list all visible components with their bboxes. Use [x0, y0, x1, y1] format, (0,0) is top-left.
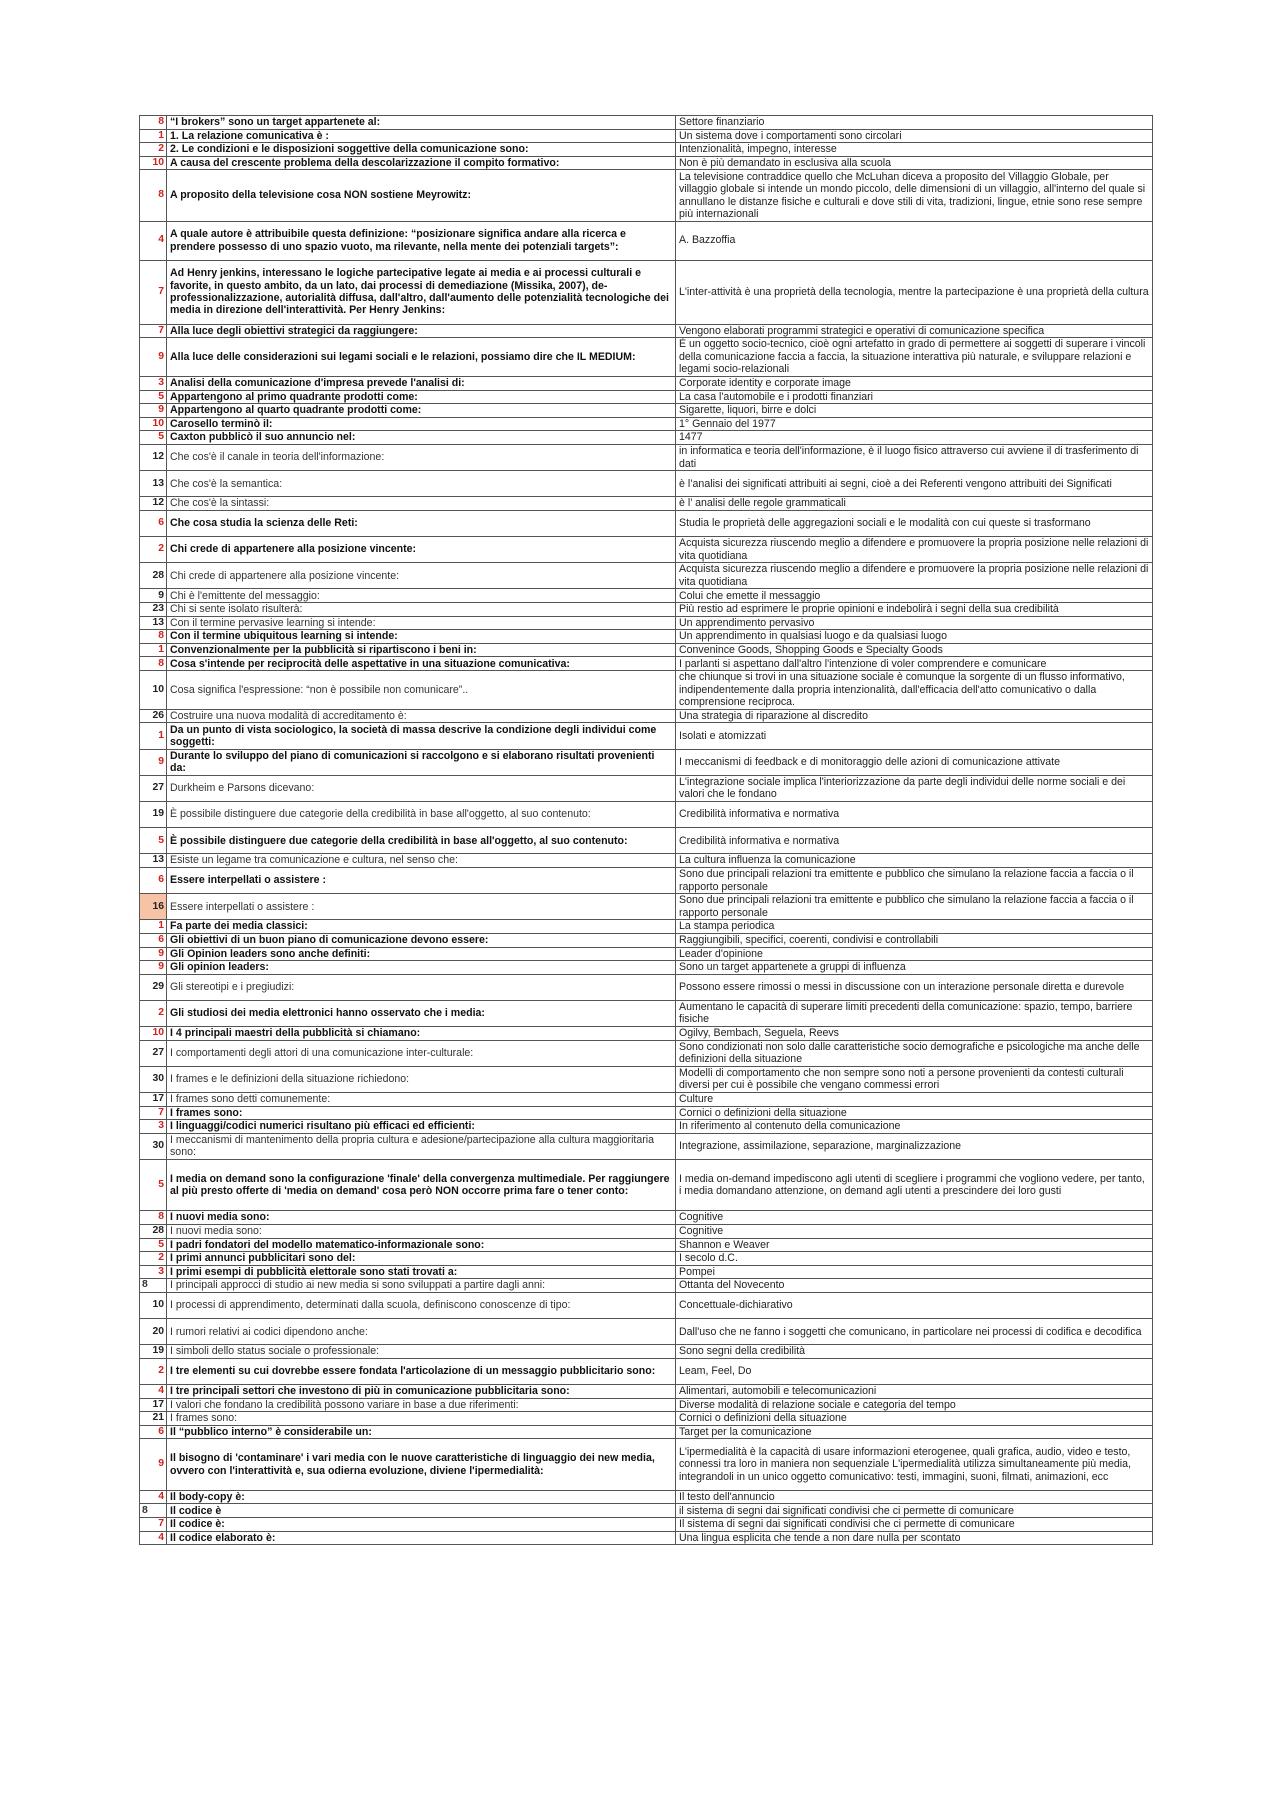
answer-cell: I media on-demand impediscono agli utenti di scegliere i programmi che vogliono vedere, per tanto, i media domandano attenzione, on demand agli utenti a prescindere dei loro gusti [676, 1160, 1153, 1211]
answer-cell: A. Bazzoffia [676, 221, 1153, 260]
answer-cell: Un apprendimento in qualsiasi luogo e da qualsiasi luogo [676, 630, 1153, 644]
row-number: 9 [140, 1439, 167, 1490]
answer-cell: L'ipermedialità è la capacità di usare informazioni eterogenee, quali grafica, audio, video e testo, connessi tra loro in maniera non sequenziale L'ipermedialità utilizza simultaneamente più media, integrandoli in un unico oggetto comunicativo: testi, immagini, suoni, filmati, animazioni, ecc [676, 1439, 1153, 1490]
answer-cell: La casa l'automobile e i prodotti finanziari [676, 390, 1153, 404]
row-number: 3 [140, 1120, 167, 1134]
row-number: 7 [140, 1518, 167, 1532]
answer-cell: Una lingua esplicita che tende a non dare nulla per scontato [676, 1531, 1153, 1545]
table-row [140, 221, 1153, 260]
row-number: 10 [140, 156, 167, 170]
answer-cell: Credibilità informativa e normativa [676, 801, 1153, 827]
answer-cell: è l’ analisi delle regole grammaticali [676, 497, 1153, 511]
question-cell: I 4 principali maestri della pubblicità si chiamano: [167, 1027, 676, 1041]
table-row [140, 170, 1153, 221]
table-row [140, 390, 1153, 404]
table-row [140, 1093, 1153, 1107]
answer-cell: Il sistema di segni dai significati condivisi che ci permette di comunicare [676, 1518, 1153, 1532]
table-row [140, 828, 1153, 854]
row-number: 1 [140, 129, 167, 143]
question-cell: Esiste un legame tra comunicazione e cultura, nel senso che: [167, 854, 676, 868]
row-number: 8 [140, 1504, 167, 1518]
answer-cell: 1° Gennaio del 1977 [676, 417, 1153, 431]
row-number: 4 [140, 1490, 167, 1504]
row-number: 7 [140, 324, 167, 338]
question-cell: Che cosa studia la scienza delle Reti: [167, 510, 676, 536]
question-cell: Alla luce degli obiettivi strategici da raggiungere: [167, 324, 676, 338]
row-number: 12 [140, 444, 167, 470]
answer-cell: In riferimento al contenuto della comunicazione [676, 1120, 1153, 1134]
table-row [140, 920, 1153, 934]
table-row [140, 404, 1153, 418]
table-row [140, 156, 1153, 170]
row-number: 9 [140, 589, 167, 603]
row-number: 8 [140, 116, 167, 130]
row-number: 5 [140, 1160, 167, 1211]
row-number: 2 [140, 1000, 167, 1026]
row-number: 12 [140, 497, 167, 511]
answer-cell: Leader d'opinione [676, 947, 1153, 961]
table-row [140, 1133, 1153, 1159]
question-cell: Con il termine ubiquitous learning si intende: [167, 630, 676, 644]
row-number: 9 [140, 961, 167, 975]
answer-cell: Vengono elaborati programmi strategici e operativi di comunicazione specifica [676, 324, 1153, 338]
question-cell: 1. La relazione comunicativa è : [167, 129, 676, 143]
table-row [140, 657, 1153, 671]
question-cell: I padri fondatori del modello matematico-informazionale sono: [167, 1238, 676, 1252]
table-row [140, 894, 1153, 920]
table-row [140, 749, 1153, 775]
table-row [140, 709, 1153, 723]
question-cell: Durante lo sviluppo del piano di comunicazioni si raccolgono e si elaborano risultati provenienti da: [167, 749, 676, 775]
question-cell: Il codice è [167, 1504, 676, 1518]
row-number: 17 [140, 1398, 167, 1412]
question-cell: Chi crede di appartenere alla posizione vincente: [167, 563, 676, 589]
table-row [140, 1292, 1153, 1318]
table-row [140, 775, 1153, 801]
answer-cell: Sono due principali relazioni tra emittente e pubblico che simulano la relazione faccia a faccia o il rapporto personale [676, 894, 1153, 920]
table-row [140, 1224, 1153, 1238]
row-number: 23 [140, 603, 167, 617]
row-number: 8 [140, 1279, 167, 1293]
row-number: 10 [140, 1292, 167, 1318]
question-cell: Chi crede di appartenere alla posizione vincente: [167, 537, 676, 563]
answer-cell: Integrazione, assimilazione, separazione, marginalizzazione [676, 1133, 1153, 1159]
answer-cell: I meccanismi di feedback e di monitoraggio delle azioni di comunicazione attivate [676, 749, 1153, 775]
row-number: 9 [140, 338, 167, 377]
answer-cell: Un sistema dove i comportamenti sono circolari [676, 129, 1153, 143]
table-row [140, 1531, 1153, 1545]
table-row [140, 116, 1153, 130]
question-cell: Il “pubblico interno” è considerabile un: [167, 1425, 676, 1439]
row-number: 13 [140, 854, 167, 868]
table-row [140, 616, 1153, 630]
table-row [140, 1439, 1153, 1490]
quiz-table-body [140, 116, 1153, 1545]
row-number: 6 [140, 510, 167, 536]
answer-cell: Sono condizionati non solo dalle caratteristiche socio demografiche e psicologiche ma anche delle definizioni della situazione [676, 1040, 1153, 1066]
question-cell: I nuovi media sono: [167, 1224, 676, 1238]
row-number: 16 [140, 894, 167, 920]
answer-cell: Diverse modalità di relazione sociale e categoria del tempo [676, 1398, 1153, 1412]
table-row [140, 563, 1153, 589]
row-number: 7 [140, 1106, 167, 1120]
table-row [140, 1000, 1153, 1026]
question-cell: È possibile distinguere due categorie della credibilità in base all'oggetto, al suo contenuto: [167, 828, 676, 854]
row-number: 27 [140, 1040, 167, 1066]
question-cell: I tre elementi su cui dovrebbe essere fondata l'articolazione di un messaggio pubblicitario sono: [167, 1358, 676, 1384]
question-cell: I rumori relativi ai codici dipendono anche: [167, 1319, 676, 1345]
question-cell: Cosa s'intende per reciprocità delle aspettative in una situazione comunicativa: [167, 657, 676, 671]
question-cell: I processi di apprendimento, determinati dalla scuola, definiscono conoscenze di tipo: [167, 1292, 676, 1318]
answer-cell: Shannon e Weaver [676, 1238, 1153, 1252]
answer-cell: Raggiungibili, specifici, coerenti, condivisi e controllabili [676, 933, 1153, 947]
table-row [140, 961, 1153, 975]
answer-cell: Corporate identity e corporate image [676, 376, 1153, 390]
table-row [140, 1066, 1153, 1092]
row-number: 8 [140, 1211, 167, 1225]
row-number: 5 [140, 390, 167, 404]
answer-cell: Studia le proprietà delle aggregazioni sociali e le modalità con cui queste si trasformano [676, 510, 1153, 536]
answer-cell: L'integrazione sociale implica l'interiorizzazione da parte degli individui delle norme sociali e dei valori che le fondano [676, 775, 1153, 801]
row-number: 19 [140, 1345, 167, 1359]
row-number: 28 [140, 563, 167, 589]
table-row [140, 723, 1153, 749]
table-row [140, 1385, 1153, 1399]
question-cell: Che cos'è il canale in teoria dell'informazione: [167, 444, 676, 470]
table-row [140, 1358, 1153, 1384]
question-cell: Appartengono al primo quadrante prodotti come: [167, 390, 676, 404]
answer-cell: I secolo d.C. [676, 1252, 1153, 1266]
row-number: 6 [140, 867, 167, 893]
answer-cell: Sigarette, liquori, birre e dolci [676, 404, 1153, 418]
row-number: 28 [140, 1224, 167, 1238]
table-row [140, 1252, 1153, 1266]
answer-cell: I parlanti si aspettano dall'altro l'intenzione di voler comprendere e comunicare [676, 657, 1153, 671]
question-cell: Essere interpellati o assistere : [167, 867, 676, 893]
answer-cell: La cultura influenza la comunicazione [676, 854, 1153, 868]
row-number: 17 [140, 1093, 167, 1107]
question-cell: Costruire una nuova modalità di accreditamento è: [167, 709, 676, 723]
row-number: 20 [140, 1319, 167, 1345]
answer-cell: in informatica e teoria dell'informazione, è il luogo fisico attraverso cui avviene il di trasferimento di dati [676, 444, 1153, 470]
table-row [140, 497, 1153, 511]
answer-cell: Credibilità informativa e normativa [676, 828, 1153, 854]
answer-cell: Convenince Goods, Shopping Goods e Specialty Goods [676, 643, 1153, 657]
answer-cell: Alimentari, automobili e telecomunicazioni [676, 1385, 1153, 1399]
question-cell: Caxton pubblicò il suo annuncio nel: [167, 431, 676, 445]
answer-cell: Target per la comunicazione [676, 1425, 1153, 1439]
table-row [140, 1265, 1153, 1279]
table-row [140, 630, 1153, 644]
question-cell: Il codice è: [167, 1518, 676, 1532]
question-cell: Carosello terminò il: [167, 417, 676, 431]
question-cell: Appartengono al quarto quadrante prodotti come: [167, 404, 676, 418]
question-cell: I nuovi media sono: [167, 1211, 676, 1225]
question-cell: I primi esempi di pubblicità elettorale sono stati trovati a: [167, 1265, 676, 1279]
row-number: 4 [140, 221, 167, 260]
row-number: 5 [140, 431, 167, 445]
row-number: 13 [140, 616, 167, 630]
question-cell: Convenzionalmente per la pubblicità si ripartiscono i beni in: [167, 643, 676, 657]
table-row [140, 1412, 1153, 1426]
row-number: 6 [140, 933, 167, 947]
answer-cell: 1477 [676, 431, 1153, 445]
answer-cell: Isolati e atomizzati [676, 723, 1153, 749]
row-number: 2 [140, 143, 167, 157]
table-row [140, 671, 1153, 710]
question-cell: Ad Henry jenkins, interessano le logiche partecipative legate ai media e ai processi culturali e favorite, in questo ambito, da un lato, dai processi di demediazione (Missika, 2007), de-professionalizzazione, autorialità diffusa, dall'altro, dall'aumento delle potenzialità tecnologiche dei media in direzione dell'interattività. Per Henry Jenkins: [167, 260, 676, 324]
question-cell: I frames sono detti comunemente: [167, 1093, 676, 1107]
answer-cell: Possono essere rimossi o messi in discussione con un interazione personale diretta e durevole [676, 974, 1153, 1000]
table-row [140, 1160, 1153, 1211]
answer-cell: Culture [676, 1093, 1153, 1107]
table-row [140, 1490, 1153, 1504]
row-number: 1 [140, 723, 167, 749]
answer-cell: Sono segni della credibilità [676, 1345, 1153, 1359]
row-number: 8 [140, 657, 167, 671]
question-cell: Analisi della comunicazione d'impresa prevede l'analisi di: [167, 376, 676, 390]
question-cell: “I brokers” sono un target appartenete al: [167, 116, 676, 130]
answer-cell: L'inter-attività è una proprietà della tecnologia, mentre la partecipazione è una proprietà della cultura [676, 260, 1153, 324]
table-row [140, 589, 1153, 603]
answer-cell: Un apprendimento pervasivo [676, 616, 1153, 630]
question-cell: I simboli dello status sociale o professionale: [167, 1345, 676, 1359]
question-cell: Gli Opinion leaders sono anche definiti: [167, 947, 676, 961]
answer-cell: Leam, Feel, Do [676, 1358, 1153, 1384]
answer-cell: Acquista sicurezza riuscendo meglio a difendere e promuovere la propria posizione nelle relazioni di vita quotidiana [676, 563, 1153, 589]
table-row [140, 801, 1153, 827]
question-cell: Essere interpellati o assistere : [167, 894, 676, 920]
table-row [140, 1504, 1153, 1518]
table-row [140, 324, 1153, 338]
row-number: 30 [140, 1066, 167, 1092]
table-row [140, 431, 1153, 445]
table-row [140, 1040, 1153, 1066]
question-cell: I tre principali settori che investono di più in comunicazione pubblicitaria sono: [167, 1385, 676, 1399]
row-number: 2 [140, 1358, 167, 1384]
answer-cell: Sono un target appartenete a gruppi di influenza [676, 961, 1153, 975]
row-number: 7 [140, 260, 167, 324]
row-number: 13 [140, 471, 167, 497]
row-number: 4 [140, 1531, 167, 1545]
question-cell: I frames sono: [167, 1412, 676, 1426]
row-number: 10 [140, 417, 167, 431]
table-row [140, 1120, 1153, 1134]
table-row [140, 471, 1153, 497]
question-cell: Che cos'è la sintassi: [167, 497, 676, 511]
answer-cell: Settore finanziario [676, 116, 1153, 130]
table-row [140, 1518, 1153, 1532]
row-number: 10 [140, 1027, 167, 1041]
answer-cell: È un oggetto socio-tecnico, cioè ogni artefatto in grado di permettere ai soggetti di superare i vincoli della comunicazione faccia a faccia, la situazione interattiva più naturale, e sviluppare relazioni e legami socio-relazionali [676, 338, 1153, 377]
question-cell: Il bisogno di 'contaminare' i vari media con le nuove caratteristiche di linguaggio dei new media, ovvero con l'interattività e, sua odierna evoluzione, diviene l'ipermedialità: [167, 1439, 676, 1490]
question-cell: Chi è l'emittente del messaggio: [167, 589, 676, 603]
question-cell: A causa del crescente problema della descolarizzazione il compito formativo: [167, 156, 676, 170]
answer-cell: Più restio ad esprimere le proprie opinioni e indebolirà i segni della sua credibilità [676, 603, 1153, 617]
table-row [140, 143, 1153, 157]
row-number: 9 [140, 947, 167, 961]
row-number: 3 [140, 1265, 167, 1279]
table-row [140, 947, 1153, 961]
question-cell: I frames sono: [167, 1106, 676, 1120]
answer-cell: Sono due principali relazioni tra emittente e pubblico che simulano la relazione faccia a faccia o il rapporto personale [676, 867, 1153, 893]
row-number: 30 [140, 1133, 167, 1159]
table-row [140, 1238, 1153, 1252]
row-number: 9 [140, 404, 167, 418]
answer-cell: Colui che emette il messaggio [676, 589, 1153, 603]
row-number: 8 [140, 630, 167, 644]
row-number: 9 [140, 749, 167, 775]
question-cell: I valori che fondano la credibilità possono variare in base a due riferimenti: [167, 1398, 676, 1412]
answer-cell: è l’analisi dei significati attribuiti ai segni, cioè a dei Referenti vengono attribuiti dei Significati [676, 471, 1153, 497]
question-cell: I principali approcci di studio ai new media si sono sviluppati a partire dagli anni: [167, 1279, 676, 1293]
table-row [140, 1398, 1153, 1412]
answer-cell: Cognitive [676, 1211, 1153, 1225]
row-number: 2 [140, 537, 167, 563]
quiz-table [139, 115, 1153, 1545]
table-row [140, 338, 1153, 377]
row-number: 21 [140, 1412, 167, 1426]
table-row [140, 1345, 1153, 1359]
question-cell: 2. Le condizioni e le disposizioni soggettive della comunicazione sono: [167, 143, 676, 157]
table-row [140, 129, 1153, 143]
table-row [140, 933, 1153, 947]
table-row [140, 867, 1153, 893]
table-row [140, 1211, 1153, 1225]
answer-cell: Concettuale-dichiarativo [676, 1292, 1153, 1318]
answer-cell: Pompei [676, 1265, 1153, 1279]
question-cell: I meccanismi di mantenimento della propria cultura e adesione/partecipazione alla cultura maggioritaria sono: [167, 1133, 676, 1159]
answer-cell: Non è più demandato in esclusiva alla scuola [676, 156, 1153, 170]
table-row [140, 537, 1153, 563]
table-row [140, 974, 1153, 1000]
row-number: 4 [140, 1385, 167, 1399]
answer-cell: Intenzionalità, impegno, interesse [676, 143, 1153, 157]
question-cell: Il codice elaborato è: [167, 1531, 676, 1545]
table-row [140, 376, 1153, 390]
answer-cell: Una strategia di riparazione al discredito [676, 709, 1153, 723]
question-cell: Durkheim e Parsons dicevano: [167, 775, 676, 801]
table-row [140, 444, 1153, 470]
question-cell: Gli stereotipi e i pregiudizi: [167, 974, 676, 1000]
question-cell: Il body-copy è: [167, 1490, 676, 1504]
answer-cell: Acquista sicurezza riuscendo meglio a difendere e promuovere la propria posizione nelle relazioni di vita quotidiana [676, 537, 1153, 563]
question-cell: Gli studiosi dei media elettronici hanno osservato che i media: [167, 1000, 676, 1026]
question-cell: Gli opinion leaders: [167, 961, 676, 975]
table-row [140, 510, 1153, 536]
row-number: 1 [140, 643, 167, 657]
table-row [140, 1106, 1153, 1120]
table-row [140, 1425, 1153, 1439]
answer-cell: Ogilvy, Bembach, Seguela, Reevs [676, 1027, 1153, 1041]
question-cell: I linguaggi/codici numerici risultano più efficaci ed efficienti: [167, 1120, 676, 1134]
row-number: 10 [140, 671, 167, 710]
answer-cell: Ottanta del Novecento [676, 1279, 1153, 1293]
row-number: 1 [140, 920, 167, 934]
table-row [140, 1027, 1153, 1041]
question-cell: I frames e le definizioni della situazione richiedono: [167, 1066, 676, 1092]
question-cell: A proposito della televisione cosa NON sostiene Meyrowitz: [167, 170, 676, 221]
question-cell: Con il termine pervasive learning si intende: [167, 616, 676, 630]
answer-cell: che chiunque si trovi in una situazione sociale è comunque la sorgente di un flusso informativo, indipendentemente dalla propria intenzionalità, dall'efficacia dell'atto comunicativo o dalla comprensione reciproca. [676, 671, 1153, 710]
question-cell: I primi annunci pubblicitari sono del: [167, 1252, 676, 1266]
row-number: 29 [140, 974, 167, 1000]
row-number: 27 [140, 775, 167, 801]
row-number: 5 [140, 828, 167, 854]
answer-cell: La televisione contraddice quello che McLuhan diceva a proposito del Villaggio Globale, per villaggio globale si intende un mondo piccolo, delle dimensioni di un villaggio, all'interno del quale si annullano le distanze fisiche e culturali e dove stili di vita, tradizioni, lingue, etnie sono rese sempre più internazionali [676, 170, 1153, 221]
question-cell: Da un punto di vista sociologico, la società di massa descrive la condizione degli individui come soggetti: [167, 723, 676, 749]
question-cell: È possibile distinguere due categorie della credibilità in base all'oggetto, al suo contenuto: [167, 801, 676, 827]
answer-cell: Il testo dell'annuncio [676, 1490, 1153, 1504]
row-number: 5 [140, 1238, 167, 1252]
row-number: 26 [140, 709, 167, 723]
row-number: 6 [140, 1425, 167, 1439]
table-row [140, 603, 1153, 617]
answer-cell: Cornici o definizioni della situazione [676, 1412, 1153, 1426]
answer-cell: Dall'uso che ne fanno i soggetti che comunicano, in particolare nei processi di codifica e decodifica [676, 1319, 1153, 1345]
question-cell: Alla luce delle considerazioni sui legami sociali e le relazioni, possiamo dire che IL MEDIUM: [167, 338, 676, 377]
answer-cell: il sistema di segni dai significati condivisi che ci permette di comunicare [676, 1504, 1153, 1518]
answer-cell: La stampa periodica [676, 920, 1153, 934]
row-number: 2 [140, 1252, 167, 1266]
question-cell: I comportamenti degli attori di una comunicazione inter-culturale: [167, 1040, 676, 1066]
table-row [140, 854, 1153, 868]
answer-cell: Modelli di comportamento che non sempre sono noti a persone provenienti da contesti culturali diversi per cui è possibile che vengano commessi errori [676, 1066, 1153, 1092]
table-row [140, 1319, 1153, 1345]
question-cell: I media on demand sono la configurazione 'finale' della convergenza multimediale. Per raggiungere al più presto offerte di 'media on demand' cosa però NON occorre prima fare o tener conto: [167, 1160, 676, 1211]
question-cell: Che cos'è la semantica: [167, 471, 676, 497]
table-row [140, 260, 1153, 324]
answer-cell: Cognitive [676, 1224, 1153, 1238]
question-cell: Fa parte dei media classici: [167, 920, 676, 934]
row-number: 3 [140, 376, 167, 390]
table-row [140, 417, 1153, 431]
answer-cell: Aumentano le capacità di superare limiti precedenti della comunicazione: spazio, tempo, barriere fisiche [676, 1000, 1153, 1026]
question-cell: Chi si sente isolato risulterà: [167, 603, 676, 617]
question-cell: A quale autore è attribuibile questa definizione: “posizionare significa andare alla ricerca e prendere possesso di uno spazio vuoto, ma rilevante, nella mente dei potenziali targets”: [167, 221, 676, 260]
row-number: 8 [140, 170, 167, 221]
table-row [140, 643, 1153, 657]
row-number: 19 [140, 801, 167, 827]
question-cell: Cosa significa l'espressione: “non è possibile non comunicare”.. [167, 671, 676, 710]
table-row [140, 1279, 1153, 1293]
answer-cell: Cornici o definizioni della situazione [676, 1106, 1153, 1120]
question-cell: Gli obiettivi di un buon piano di comunicazione devono essere: [167, 933, 676, 947]
